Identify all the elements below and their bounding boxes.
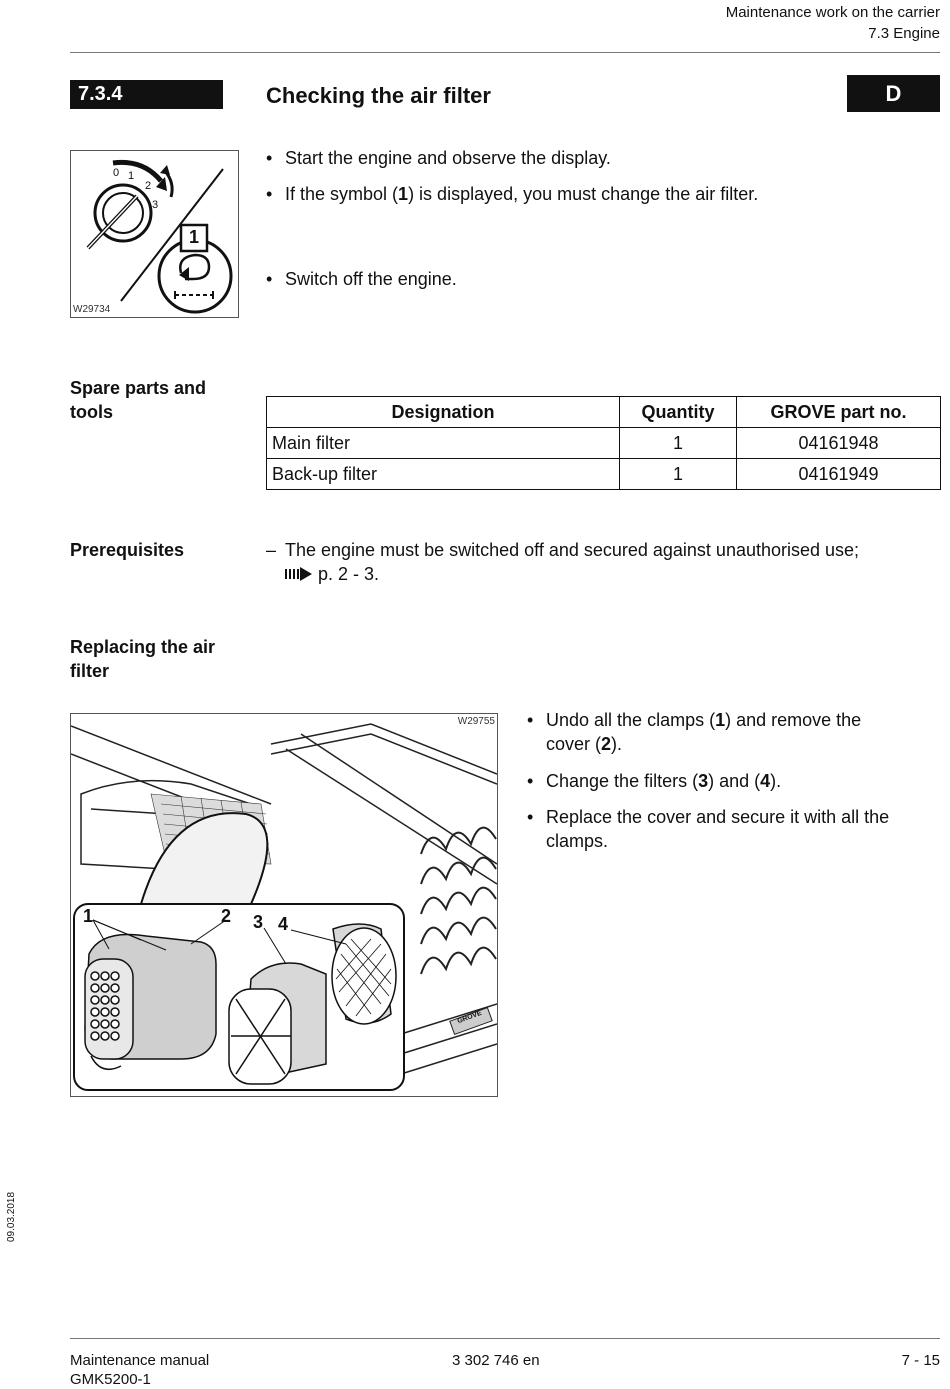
spare-parts-table xyxy=(266,396,941,490)
air-filter-illustration xyxy=(71,714,497,1096)
footer-divider xyxy=(70,1338,940,1339)
ignition-symbol-figure xyxy=(70,150,239,318)
column-designation: Designation xyxy=(267,397,620,428)
air-filter-figure xyxy=(70,713,498,1097)
cell-part-no: 04161949 xyxy=(737,459,941,490)
figure1-callout-1: 1 xyxy=(189,227,200,247)
dial-mark-3: 3 xyxy=(152,199,159,211)
step-check-symbol: • If the symbol (1) is displayed, you must change the air filter. xyxy=(266,184,759,204)
section-title: Checking the air filter xyxy=(266,83,491,108)
section-badge: D xyxy=(847,75,940,112)
step-replace-cover: • Replace the cover and secure it with all the clamps. xyxy=(527,807,890,851)
page-number: 7 - 15 xyxy=(901,1352,940,1369)
footer-manual-title: Maintenance manual GMK5200-1 xyxy=(70,1352,210,1388)
print-date: 09.03.2018 xyxy=(6,1191,17,1242)
cross-reference-link[interactable]: p. 2 - 3. xyxy=(285,562,379,586)
column-part-no: GROVE part no. xyxy=(737,397,941,428)
column-quantity: Quantity xyxy=(620,397,737,428)
cell-quantity: 1 xyxy=(620,428,737,459)
cell-part-no: 04161948 xyxy=(737,428,941,459)
step-switch-off: • Switch off the engine. xyxy=(266,269,457,289)
running-header-section: 7.3 Engine xyxy=(868,25,940,42)
footer-document-number: 3 302 746 en xyxy=(452,1352,540,1369)
cell-designation: Main filter xyxy=(267,428,620,459)
callout-main-filter: 3 xyxy=(253,912,264,932)
header-divider xyxy=(70,52,940,53)
dial-mark-1: 1 xyxy=(128,170,135,182)
prerequisites-heading: Prerequisites xyxy=(70,540,185,560)
table-row xyxy=(267,459,941,490)
table-header-row xyxy=(267,397,941,428)
callout-backup-filter: 4 xyxy=(278,914,289,934)
callout-clamps: 1 xyxy=(83,906,94,926)
table-row xyxy=(267,428,941,459)
dial-mark-0: 0 xyxy=(113,167,120,179)
replacing-heading: Replacing the air filter xyxy=(70,637,216,681)
reference-arrow-icon xyxy=(285,567,313,581)
spare-parts-heading: Spare parts and tools xyxy=(70,378,207,422)
cell-designation: Back-up filter xyxy=(267,459,620,490)
step-undo-clamps: • Undo all the clamps (1) and remove the cover (2). xyxy=(527,710,862,754)
callout-cover: 2 xyxy=(221,906,232,926)
cell-quantity: 1 xyxy=(620,459,737,490)
ignition-symbol-illustration xyxy=(71,151,238,317)
running-header-chapter: Maintenance work on the carrier xyxy=(725,4,940,21)
figure1-label: W29734 xyxy=(73,304,111,315)
crane-logo: GROVE xyxy=(456,1009,483,1026)
section-number: 7.3.4 xyxy=(70,80,223,109)
step-start-engine: • Start the engine and observe the display. xyxy=(266,148,611,168)
figure2-label: W29755 xyxy=(457,716,495,727)
prerequisite-item: – The engine must be switched off and secured against unauthorised use; xyxy=(266,540,860,560)
step-change-filters: • Change the filters (3) and (4). xyxy=(527,771,782,791)
dial-mark-2: 2 xyxy=(145,180,152,192)
